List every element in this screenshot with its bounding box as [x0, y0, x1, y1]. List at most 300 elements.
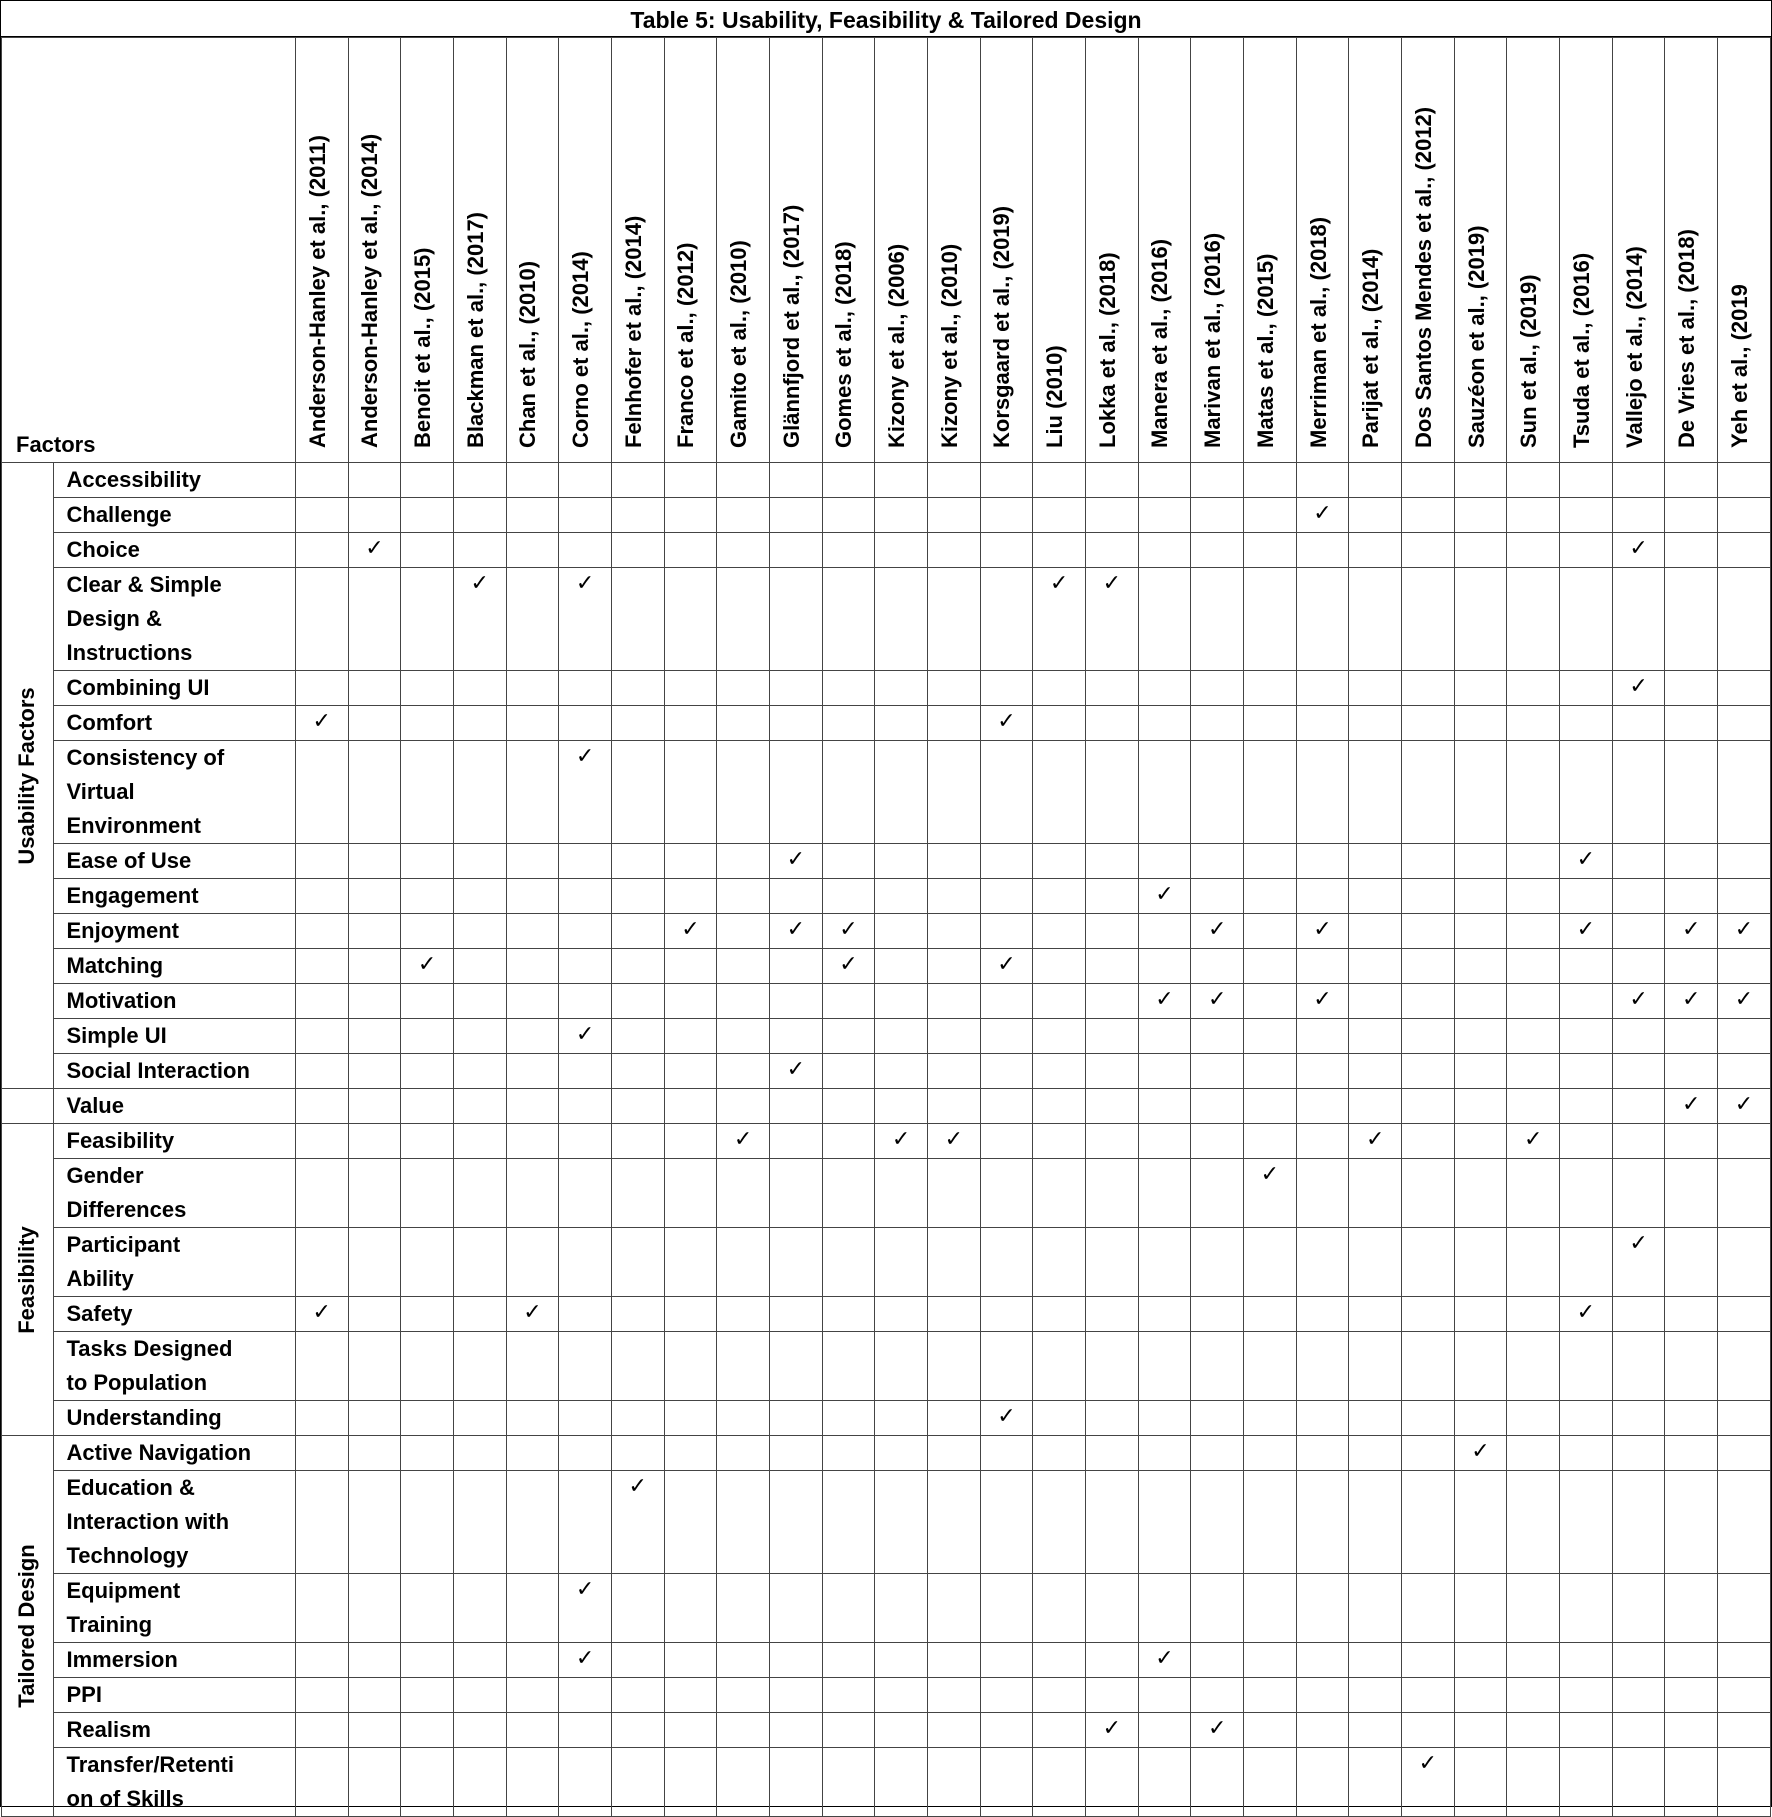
table-row — [2, 914, 1771, 949]
check-cell — [506, 1574, 559, 1643]
check-cell — [506, 1332, 559, 1401]
check-cell — [1665, 1297, 1718, 1332]
check-cell — [822, 568, 875, 671]
factor-label-line: Gender — [66, 1163, 144, 1188]
check-cell — [506, 1713, 559, 1748]
study-label: Kizony et al., (2010) — [936, 243, 962, 448]
study-label: Liu (2010) — [1042, 345, 1068, 448]
check-cell — [769, 741, 822, 844]
check-cell — [980, 1054, 1033, 1089]
table-row — [2, 741, 1771, 844]
check-cell — [1191, 914, 1244, 949]
checkmark-icon: ✓ — [997, 708, 1016, 733]
check-cell — [1296, 1574, 1349, 1643]
check-cell — [717, 949, 770, 984]
check-cell — [1665, 741, 1718, 844]
factor-cell — [53, 533, 295, 568]
check-cell — [506, 1054, 559, 1089]
check-cell — [1454, 1436, 1507, 1471]
check-cell — [927, 1332, 980, 1401]
checkmark-icon: ✓ — [1418, 1750, 1438, 1775]
check-cell — [611, 949, 664, 984]
checkmark-icon: ✓ — [575, 1021, 595, 1046]
check-cell — [822, 1471, 875, 1574]
table-row — [2, 1124, 1771, 1159]
check-cell — [664, 1436, 717, 1471]
check-cell — [1349, 706, 1402, 741]
check-cell — [401, 706, 454, 741]
checkmark-icon: ✓ — [1576, 846, 1596, 871]
check-cell — [348, 1401, 401, 1436]
check-cell — [1718, 568, 1771, 671]
check-cell — [295, 1297, 348, 1332]
factor-label-line: Safety — [66, 1301, 133, 1326]
check-cell — [1560, 1124, 1613, 1159]
check-cell — [401, 1643, 454, 1678]
check-cell — [1507, 706, 1560, 741]
study-column-header — [401, 38, 454, 463]
check-cell — [1560, 463, 1613, 498]
check-cell — [506, 1678, 559, 1713]
check-cell — [1560, 1748, 1613, 1817]
check-cell — [822, 1297, 875, 1332]
check-cell — [453, 741, 506, 844]
check-cell — [1349, 1471, 1402, 1574]
check-cell — [1085, 1574, 1138, 1643]
check-cell — [1191, 1297, 1244, 1332]
check-cell — [1665, 1054, 1718, 1089]
check-cell — [1033, 1159, 1086, 1228]
check-cell — [717, 463, 770, 498]
check-cell — [559, 1748, 612, 1817]
factor-label-line: Education & — [66, 1475, 195, 1500]
factor-cell — [53, 1713, 295, 1748]
check-cell — [1033, 1574, 1086, 1643]
check-cell — [611, 1748, 664, 1817]
check-cell — [1033, 949, 1086, 984]
check-cell — [927, 949, 980, 984]
check-cell — [1612, 1574, 1665, 1643]
check-cell — [1402, 1748, 1455, 1817]
check-cell — [506, 671, 559, 706]
check-cell — [822, 914, 875, 949]
check-cell — [348, 463, 401, 498]
check-cell — [875, 1124, 928, 1159]
check-cell — [769, 1401, 822, 1436]
check-cell — [611, 1089, 664, 1124]
group-label-cell — [2, 1124, 54, 1436]
check-cell — [980, 741, 1033, 844]
check-cell — [717, 1228, 770, 1297]
checkmark-icon: ✓ — [1365, 1126, 1385, 1151]
check-cell — [1665, 984, 1718, 1019]
checkmark-icon: ✓ — [1313, 916, 1332, 941]
check-cell — [1033, 1748, 1086, 1817]
check-cell — [1402, 1643, 1455, 1678]
check-cell — [1402, 498, 1455, 533]
check-cell — [559, 1643, 612, 1678]
check-cell — [1138, 1401, 1191, 1436]
check-cell — [1402, 984, 1455, 1019]
check-cell — [1296, 879, 1349, 914]
check-cell — [1244, 984, 1297, 1019]
check-cell — [295, 533, 348, 568]
check-cell — [1402, 1297, 1455, 1332]
check-cell — [453, 533, 506, 568]
factor-label-line: Comfort — [66, 710, 153, 735]
check-cell — [1402, 1159, 1455, 1228]
check-cell — [1138, 949, 1191, 984]
check-cell — [1296, 671, 1349, 706]
table-row — [2, 1332, 1771, 1401]
check-cell — [1507, 1678, 1560, 1713]
checkmark-icon: ✓ — [1260, 1161, 1280, 1186]
factor-cell — [53, 1124, 295, 1159]
check-cell — [1560, 844, 1613, 879]
check-cell — [664, 1019, 717, 1054]
check-cell — [1085, 844, 1138, 879]
check-cell — [1244, 1019, 1297, 1054]
check-cell — [559, 1332, 612, 1401]
check-cell — [822, 706, 875, 741]
check-cell — [822, 984, 875, 1019]
factor-cell — [53, 1678, 295, 1713]
check-cell — [769, 671, 822, 706]
check-cell — [559, 498, 612, 533]
check-cell — [822, 1713, 875, 1748]
check-cell — [1085, 949, 1138, 984]
check-cell — [980, 1089, 1033, 1124]
check-cell — [769, 1748, 822, 1817]
check-cell — [611, 671, 664, 706]
check-cell — [1718, 1401, 1771, 1436]
check-cell — [1349, 1678, 1402, 1713]
check-cell — [1191, 1436, 1244, 1471]
checkmark-icon: ✓ — [786, 1056, 805, 1081]
table-row — [2, 1401, 1771, 1436]
check-cell — [664, 1401, 717, 1436]
factor-label-line: Differences — [66, 1197, 187, 1222]
check-cell — [1665, 1436, 1718, 1471]
check-cell — [927, 844, 980, 879]
check-cell — [769, 706, 822, 741]
check-cell — [1402, 879, 1455, 914]
checkmark-icon: ✓ — [1102, 1715, 1122, 1740]
check-cell — [295, 1748, 348, 1817]
check-cell — [980, 1159, 1033, 1228]
study-column-header — [1138, 38, 1191, 463]
check-cell — [1138, 1054, 1191, 1089]
check-cell — [1507, 879, 1560, 914]
check-cell — [1085, 1678, 1138, 1713]
checkmark-icon: ✓ — [786, 916, 805, 941]
check-cell — [559, 1019, 612, 1054]
check-cell — [401, 1228, 454, 1297]
check-cell — [611, 1643, 664, 1678]
check-cell — [875, 1678, 928, 1713]
check-cell — [1507, 1574, 1560, 1643]
study-column-header — [611, 38, 664, 463]
check-cell — [1718, 1297, 1771, 1332]
check-cell — [348, 671, 401, 706]
check-cell — [401, 1713, 454, 1748]
check-cell — [717, 879, 770, 914]
check-cell — [769, 1471, 822, 1574]
check-cell — [1085, 1124, 1138, 1159]
check-cell — [1665, 844, 1718, 879]
check-cell — [1138, 1748, 1191, 1817]
check-cell — [1612, 463, 1665, 498]
check-cell — [348, 1159, 401, 1228]
check-cell — [1349, 1401, 1402, 1436]
checkmark-icon: ✓ — [997, 1403, 1016, 1428]
check-cell — [1138, 844, 1191, 879]
check-cell — [875, 1401, 928, 1436]
check-cell — [1033, 1019, 1086, 1054]
table-row — [2, 1436, 1771, 1471]
factor-label-line: Interaction with — [66, 1509, 230, 1534]
check-cell — [611, 1401, 664, 1436]
check-cell — [1296, 1124, 1349, 1159]
check-cell — [1085, 498, 1138, 533]
check-cell — [1085, 1089, 1138, 1124]
check-cell — [1560, 949, 1613, 984]
check-cell — [1244, 1678, 1297, 1713]
check-cell — [1665, 949, 1718, 984]
check-cell — [1296, 1678, 1349, 1713]
check-cell — [1718, 1159, 1771, 1228]
group-label-cell — [2, 1089, 54, 1124]
check-cell — [1507, 1019, 1560, 1054]
check-cell — [1560, 1019, 1613, 1054]
check-cell — [1138, 463, 1191, 498]
check-cell — [506, 498, 559, 533]
check-cell — [1244, 1713, 1297, 1748]
check-cell — [1402, 741, 1455, 844]
check-cell — [1085, 1054, 1138, 1089]
check-cell — [769, 1297, 822, 1332]
check-cell — [1033, 1054, 1086, 1089]
check-cell — [1138, 706, 1191, 741]
check-cell — [348, 568, 401, 671]
check-cell — [348, 1748, 401, 1817]
factor-label-line: Clear & Simple — [66, 572, 222, 597]
check-cell — [1244, 1124, 1297, 1159]
check-cell — [1560, 1089, 1613, 1124]
group-label: Usability Factors — [14, 686, 40, 865]
check-cell — [1138, 984, 1191, 1019]
check-cell — [295, 1678, 348, 1713]
check-cell — [717, 1019, 770, 1054]
check-cell — [1507, 1332, 1560, 1401]
check-cell — [1507, 568, 1560, 671]
check-cell — [1349, 463, 1402, 498]
check-cell — [980, 568, 1033, 671]
check-cell — [875, 1297, 928, 1332]
study-label: Benoit et al., (2015) — [410, 247, 436, 448]
check-cell — [611, 1054, 664, 1089]
check-cell — [1033, 1713, 1086, 1748]
factor-cell — [53, 1159, 295, 1228]
check-cell — [1244, 1297, 1297, 1332]
check-cell — [1244, 671, 1297, 706]
check-cell — [980, 498, 1033, 533]
check-cell — [1085, 1713, 1138, 1748]
check-cell — [506, 568, 559, 671]
check-cell — [401, 741, 454, 844]
check-cell — [875, 1159, 928, 1228]
factor-label-line: Transfer/Retenti — [66, 1752, 234, 1777]
check-cell — [980, 1332, 1033, 1401]
check-cell — [1507, 1643, 1560, 1678]
check-cell — [348, 1436, 401, 1471]
check-cell — [927, 1678, 980, 1713]
checkmark-icon: ✓ — [312, 1299, 331, 1324]
study-label: Tsuda et al., (2016) — [1568, 252, 1594, 448]
check-cell — [1665, 1678, 1718, 1713]
factor-label-line: Technology — [66, 1543, 189, 1568]
check-cell — [1507, 1124, 1560, 1159]
check-cell — [717, 1471, 770, 1574]
check-cell — [980, 533, 1033, 568]
check-cell — [717, 1401, 770, 1436]
check-cell — [875, 1643, 928, 1678]
factor-cell — [53, 1436, 295, 1471]
check-cell — [1349, 1748, 1402, 1817]
check-cell — [1138, 1297, 1191, 1332]
check-cell — [559, 568, 612, 671]
study-column-header — [927, 38, 980, 463]
check-cell — [980, 949, 1033, 984]
check-cell — [295, 671, 348, 706]
check-cell — [1454, 1401, 1507, 1436]
check-cell — [927, 533, 980, 568]
table-row — [2, 1713, 1771, 1748]
check-cell — [717, 1643, 770, 1678]
check-cell — [927, 1436, 980, 1471]
check-cell — [927, 1124, 980, 1159]
factor-cell — [53, 741, 295, 844]
check-cell — [1560, 1297, 1613, 1332]
check-cell — [664, 1332, 717, 1401]
check-cell — [769, 1228, 822, 1297]
check-cell — [664, 1089, 717, 1124]
check-cell — [1296, 1228, 1349, 1297]
check-cell — [348, 533, 401, 568]
check-cell — [295, 1089, 348, 1124]
check-cell — [559, 914, 612, 949]
check-cell — [1085, 1401, 1138, 1436]
factor-label-line: PPI — [66, 1682, 102, 1707]
check-cell — [717, 1332, 770, 1401]
check-cell — [611, 498, 664, 533]
check-cell — [1507, 914, 1560, 949]
check-cell — [453, 1713, 506, 1748]
factor-cell — [53, 671, 295, 706]
check-cell — [1138, 1089, 1191, 1124]
check-cell — [927, 1019, 980, 1054]
check-cell — [1138, 1678, 1191, 1713]
check-cell — [980, 671, 1033, 706]
check-cell — [1402, 1332, 1455, 1401]
check-cell — [1402, 1678, 1455, 1713]
check-cell — [1560, 1228, 1613, 1297]
check-cell — [1033, 568, 1086, 671]
check-cell — [1665, 1471, 1718, 1574]
checkmark-icon: ✓ — [470, 570, 489, 595]
check-cell — [822, 1228, 875, 1297]
study-label: De Vries et al., (2018) — [1674, 229, 1700, 448]
check-cell — [1349, 949, 1402, 984]
study-column-header — [717, 38, 770, 463]
check-cell — [769, 1713, 822, 1748]
check-cell — [1454, 1124, 1507, 1159]
check-cell — [717, 1124, 770, 1159]
check-cell — [1402, 949, 1455, 984]
check-cell — [822, 844, 875, 879]
check-cell — [1612, 1159, 1665, 1228]
checkmark-icon: ✓ — [1629, 1230, 1648, 1255]
check-cell — [664, 1159, 717, 1228]
study-column-header — [348, 38, 401, 463]
check-cell — [1612, 1713, 1665, 1748]
check-cell — [1085, 671, 1138, 706]
study-column-header — [875, 38, 928, 463]
check-cell — [1560, 1713, 1613, 1748]
check-cell — [1560, 1643, 1613, 1678]
check-cell — [980, 1401, 1033, 1436]
check-cell — [453, 949, 506, 984]
study-label: Merriman et al., (2018) — [1305, 216, 1331, 448]
table-title: Table 5: Usability, Feasibility & Tailored Design — [1, 1, 1771, 37]
check-cell — [664, 1297, 717, 1332]
check-cell — [1349, 1019, 1402, 1054]
check-cell — [506, 1124, 559, 1159]
check-cell — [1349, 844, 1402, 879]
check-cell — [664, 1054, 717, 1089]
check-cell — [506, 1159, 559, 1228]
check-cell — [611, 914, 664, 949]
check-cell — [611, 706, 664, 741]
study-label: Dos Santos Mendes et al., (2012) — [1410, 106, 1436, 448]
check-cell — [664, 1678, 717, 1713]
check-cell — [453, 1054, 506, 1089]
study-column-header — [1349, 38, 1402, 463]
study-label: Sauzéon et al., (2019) — [1463, 225, 1489, 448]
check-cell — [506, 1089, 559, 1124]
check-cell — [1244, 1574, 1297, 1643]
checkmark-icon: ✓ — [417, 951, 437, 976]
check-cell — [453, 914, 506, 949]
check-cell — [664, 1713, 717, 1748]
check-cell — [295, 1159, 348, 1228]
check-cell — [1560, 1159, 1613, 1228]
check-cell — [506, 1401, 559, 1436]
study-column-header — [453, 38, 506, 463]
check-cell — [453, 463, 506, 498]
check-cell — [1560, 1054, 1613, 1089]
check-cell — [1191, 1713, 1244, 1748]
table-row — [2, 949, 1771, 984]
checkmark-icon: ✓ — [786, 846, 805, 871]
check-cell — [822, 1089, 875, 1124]
table-row — [2, 533, 1771, 568]
check-cell — [1296, 844, 1349, 879]
factor-cell — [53, 1054, 295, 1089]
check-cell — [1191, 498, 1244, 533]
check-cell — [401, 463, 454, 498]
check-cell — [1138, 1574, 1191, 1643]
